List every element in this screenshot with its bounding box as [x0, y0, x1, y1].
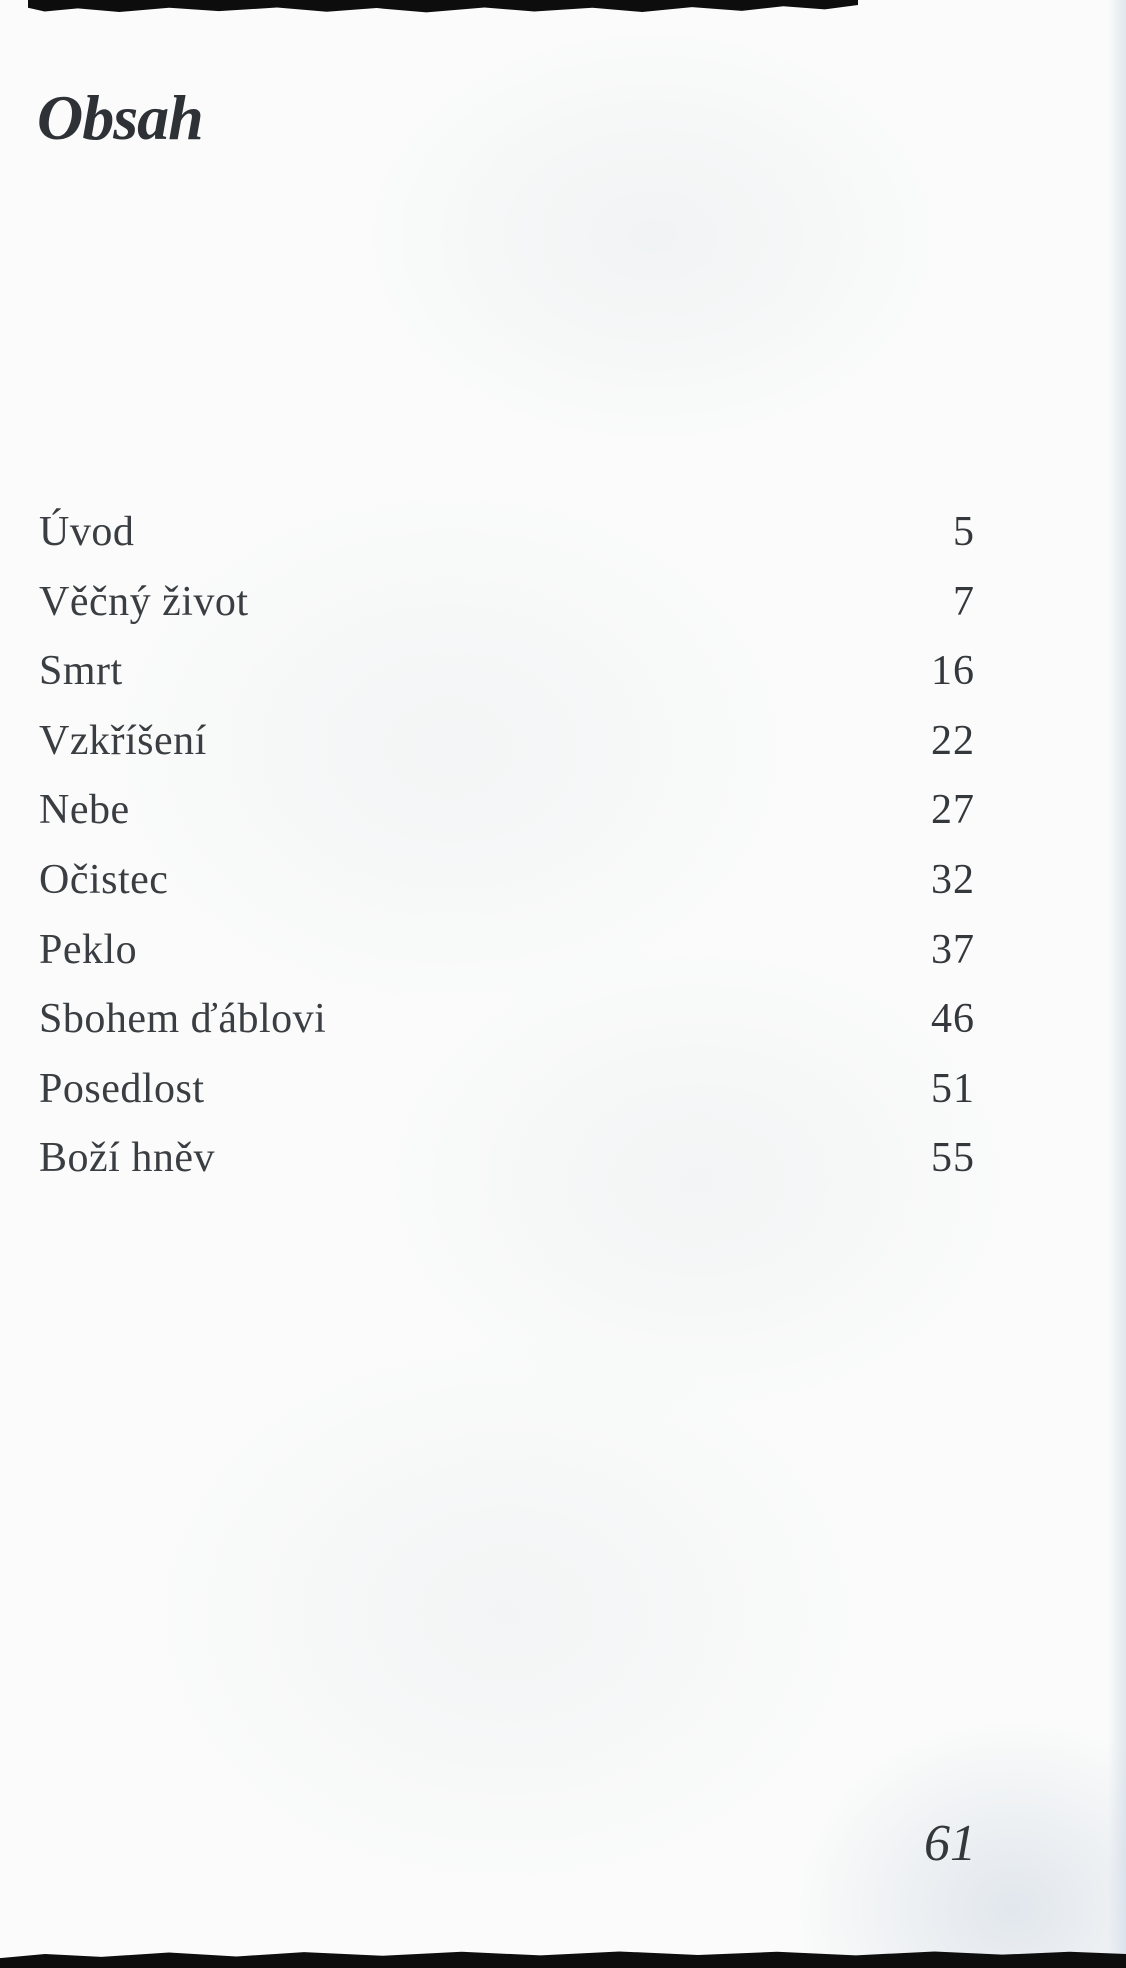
toc-entry-page-number: 37 — [931, 926, 975, 973]
toc-entry-page-number: 51 — [931, 1065, 975, 1112]
toc-entry-page-number: 5 — [953, 509, 975, 555]
toc-entry-page-number: 7 — [953, 578, 975, 625]
page-title: Obsah — [37, 82, 203, 153]
toc-entry-label: Sbohem ďáblovi — [39, 996, 327, 1043]
toc-entry-label: Úvod — [39, 509, 135, 555]
toc-entry-label: Nebe — [39, 787, 130, 834]
toc-entry-label: Posedlost — [39, 1065, 205, 1112]
toc-entry-page-number: 27 — [931, 787, 975, 834]
toc-row — [39, 985, 975, 1055]
toc-row — [39, 1055, 975, 1125]
toc-entry-page-number: 46 — [931, 996, 975, 1043]
toc-row — [39, 846, 975, 916]
toc-entry-label: Věčný život — [39, 578, 249, 625]
toc-row — [39, 916, 975, 986]
toc-entry-label: Smrt — [39, 648, 123, 695]
toc-entry-page-number: 16 — [931, 648, 975, 695]
scan-artifact-top-bar — [28, 0, 858, 13]
toc-entry-page-number: 55 — [931, 1135, 975, 1182]
toc-entry-page-number: 32 — [931, 856, 975, 903]
toc-row — [39, 1124, 975, 1194]
toc-entry-page-number: 22 — [931, 717, 975, 764]
toc-entry-label: Boží hněv — [39, 1135, 215, 1182]
toc-row — [39, 498, 975, 568]
toc-entry-label: Vzkříšení — [39, 717, 207, 764]
toc-row — [39, 776, 975, 846]
folio-page-number: 61 — [924, 1815, 976, 1872]
toc-row — [39, 707, 975, 777]
table-of-contents — [39, 498, 975, 1194]
toc-row — [39, 568, 975, 638]
toc-row — [39, 637, 975, 707]
scan-artifact-bottom-bar — [0, 1950, 1126, 1968]
toc-entry-label: Očistec — [39, 856, 169, 903]
scan-edge-shading — [1108, 0, 1126, 1968]
toc-entry-label: Peklo — [39, 926, 138, 973]
